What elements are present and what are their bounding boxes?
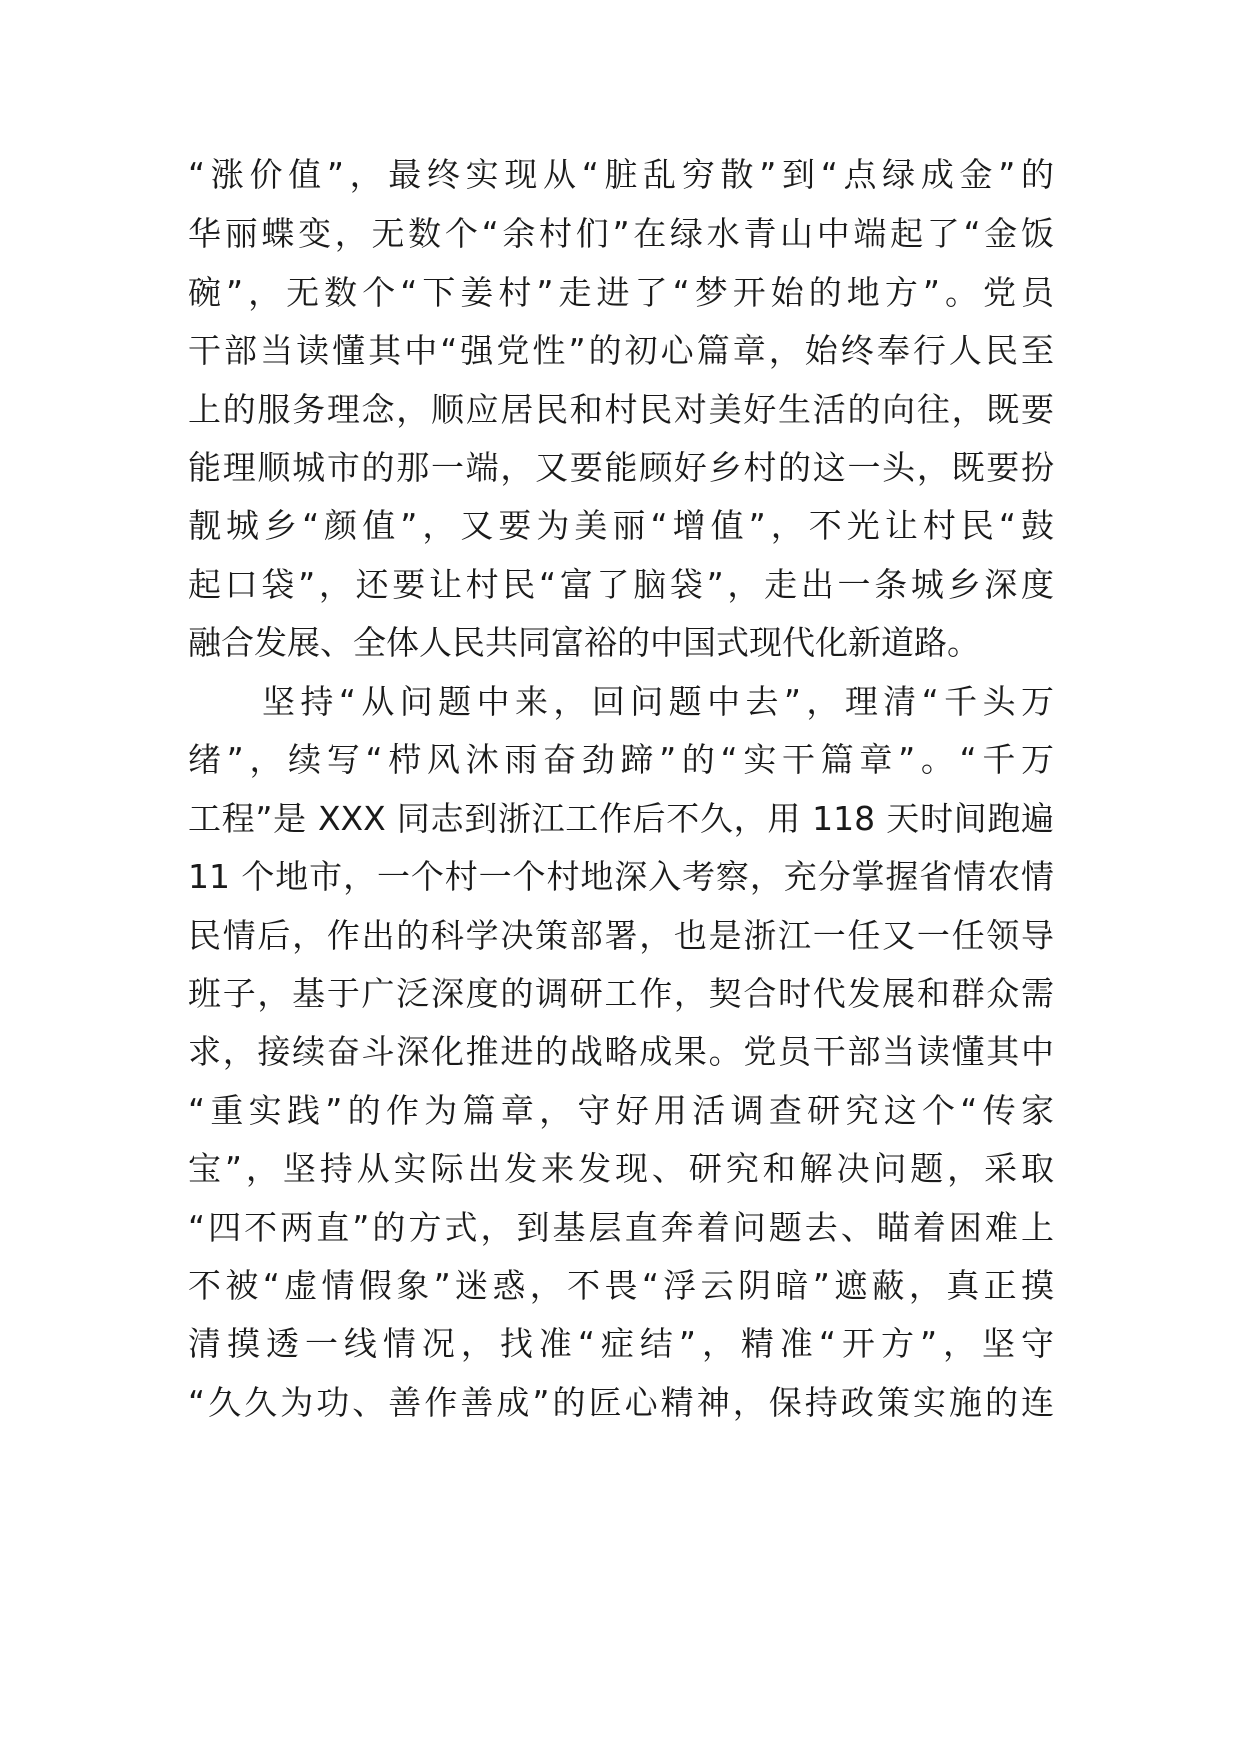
paragraph-2-line-4: 11 个地市，一个村一个村地深入考察，充分掌握省情农情	[188, 857, 1054, 896]
paragraph-2-line-11: 不被“虚情假象”迷惑，不畏“浮云阴暗”遮蔽，真正摸	[188, 1266, 1054, 1305]
paragraph-2-line-6: 班子，基于广泛深度的调研工作，契合时代发展和群众需	[188, 974, 1054, 1013]
paragraph-2-line-10: “四不两直”的方式，到基层直奔着问题去、瞄着困难上	[188, 1208, 1054, 1247]
paragraph-2-line-13: “久久为功、善作善成”的匠心精神，保持政策实施的连	[188, 1383, 1054, 1422]
paragraph-2-line-1: 坚持“从问题中来，回问题中去”，理清“千头万	[262, 682, 1054, 721]
paragraph-2-line-3: 工程”是 XXX 同志到浙江工作后不久，用 118 天时间跑遍	[188, 799, 1054, 838]
paragraph-2-line-12: 清摸透一线情况，找准“症结”，精准“开方”，坚守	[188, 1324, 1054, 1363]
paragraph-1-line-1: “涨价值”，最终实现从“脏乱穷散”到“点绿成金”的	[188, 155, 1054, 194]
paragraph-1-line-2: 华丽蝶变，无数个“余村们”在绿水青山中端起了“金饭	[188, 214, 1054, 253]
paragraph-2-line-8: “重实践”的作为篇章，守好用活调查研究这个“传家	[188, 1091, 1054, 1130]
paragraph-1-line-7: 靓城乡“颜值”，又要为美丽“增值”，不光让村民“鼓	[188, 506, 1054, 545]
paragraph-2-line-2: 绪”，续写“栉风沐雨奋劲蹄”的“实干篇章”。“千万	[188, 740, 1054, 779]
paragraph-1-line-8: 起口袋”，还要让村民“富了脑袋”，走出一条城乡深度	[188, 565, 1054, 604]
paragraph-1-line-4: 干部当读懂其中“强党性”的初心篇章，始终奉行人民至	[188, 331, 1054, 370]
paragraph-1-line-6: 能理顺城市的那一端，又要能顾好乡村的这一头，既要扮	[188, 448, 1054, 487]
paragraph-1-line-9: 融合发展、全体人民共同富裕的中国式现代化新道路。	[188, 623, 980, 662]
paragraph-2-line-5: 民情后，作出的科学决策部署，也是浙江一任又一任领导	[188, 916, 1054, 955]
paragraph-2-line-9: 宝”，坚持从实际出发来发现、研究和解决问题，采取	[188, 1149, 1054, 1188]
paragraph-1-line-3: 碗”，无数个“下姜村”走进了“梦开始的地方”。党员	[188, 273, 1054, 312]
paragraph-1-line-5: 上的服务理念，顺应居民和村民对美好生活的向往，既要	[188, 390, 1054, 429]
paragraph-2-line-7: 求，接续奋斗深化推进的战略成果。党员干部当读懂其中	[188, 1032, 1054, 1071]
